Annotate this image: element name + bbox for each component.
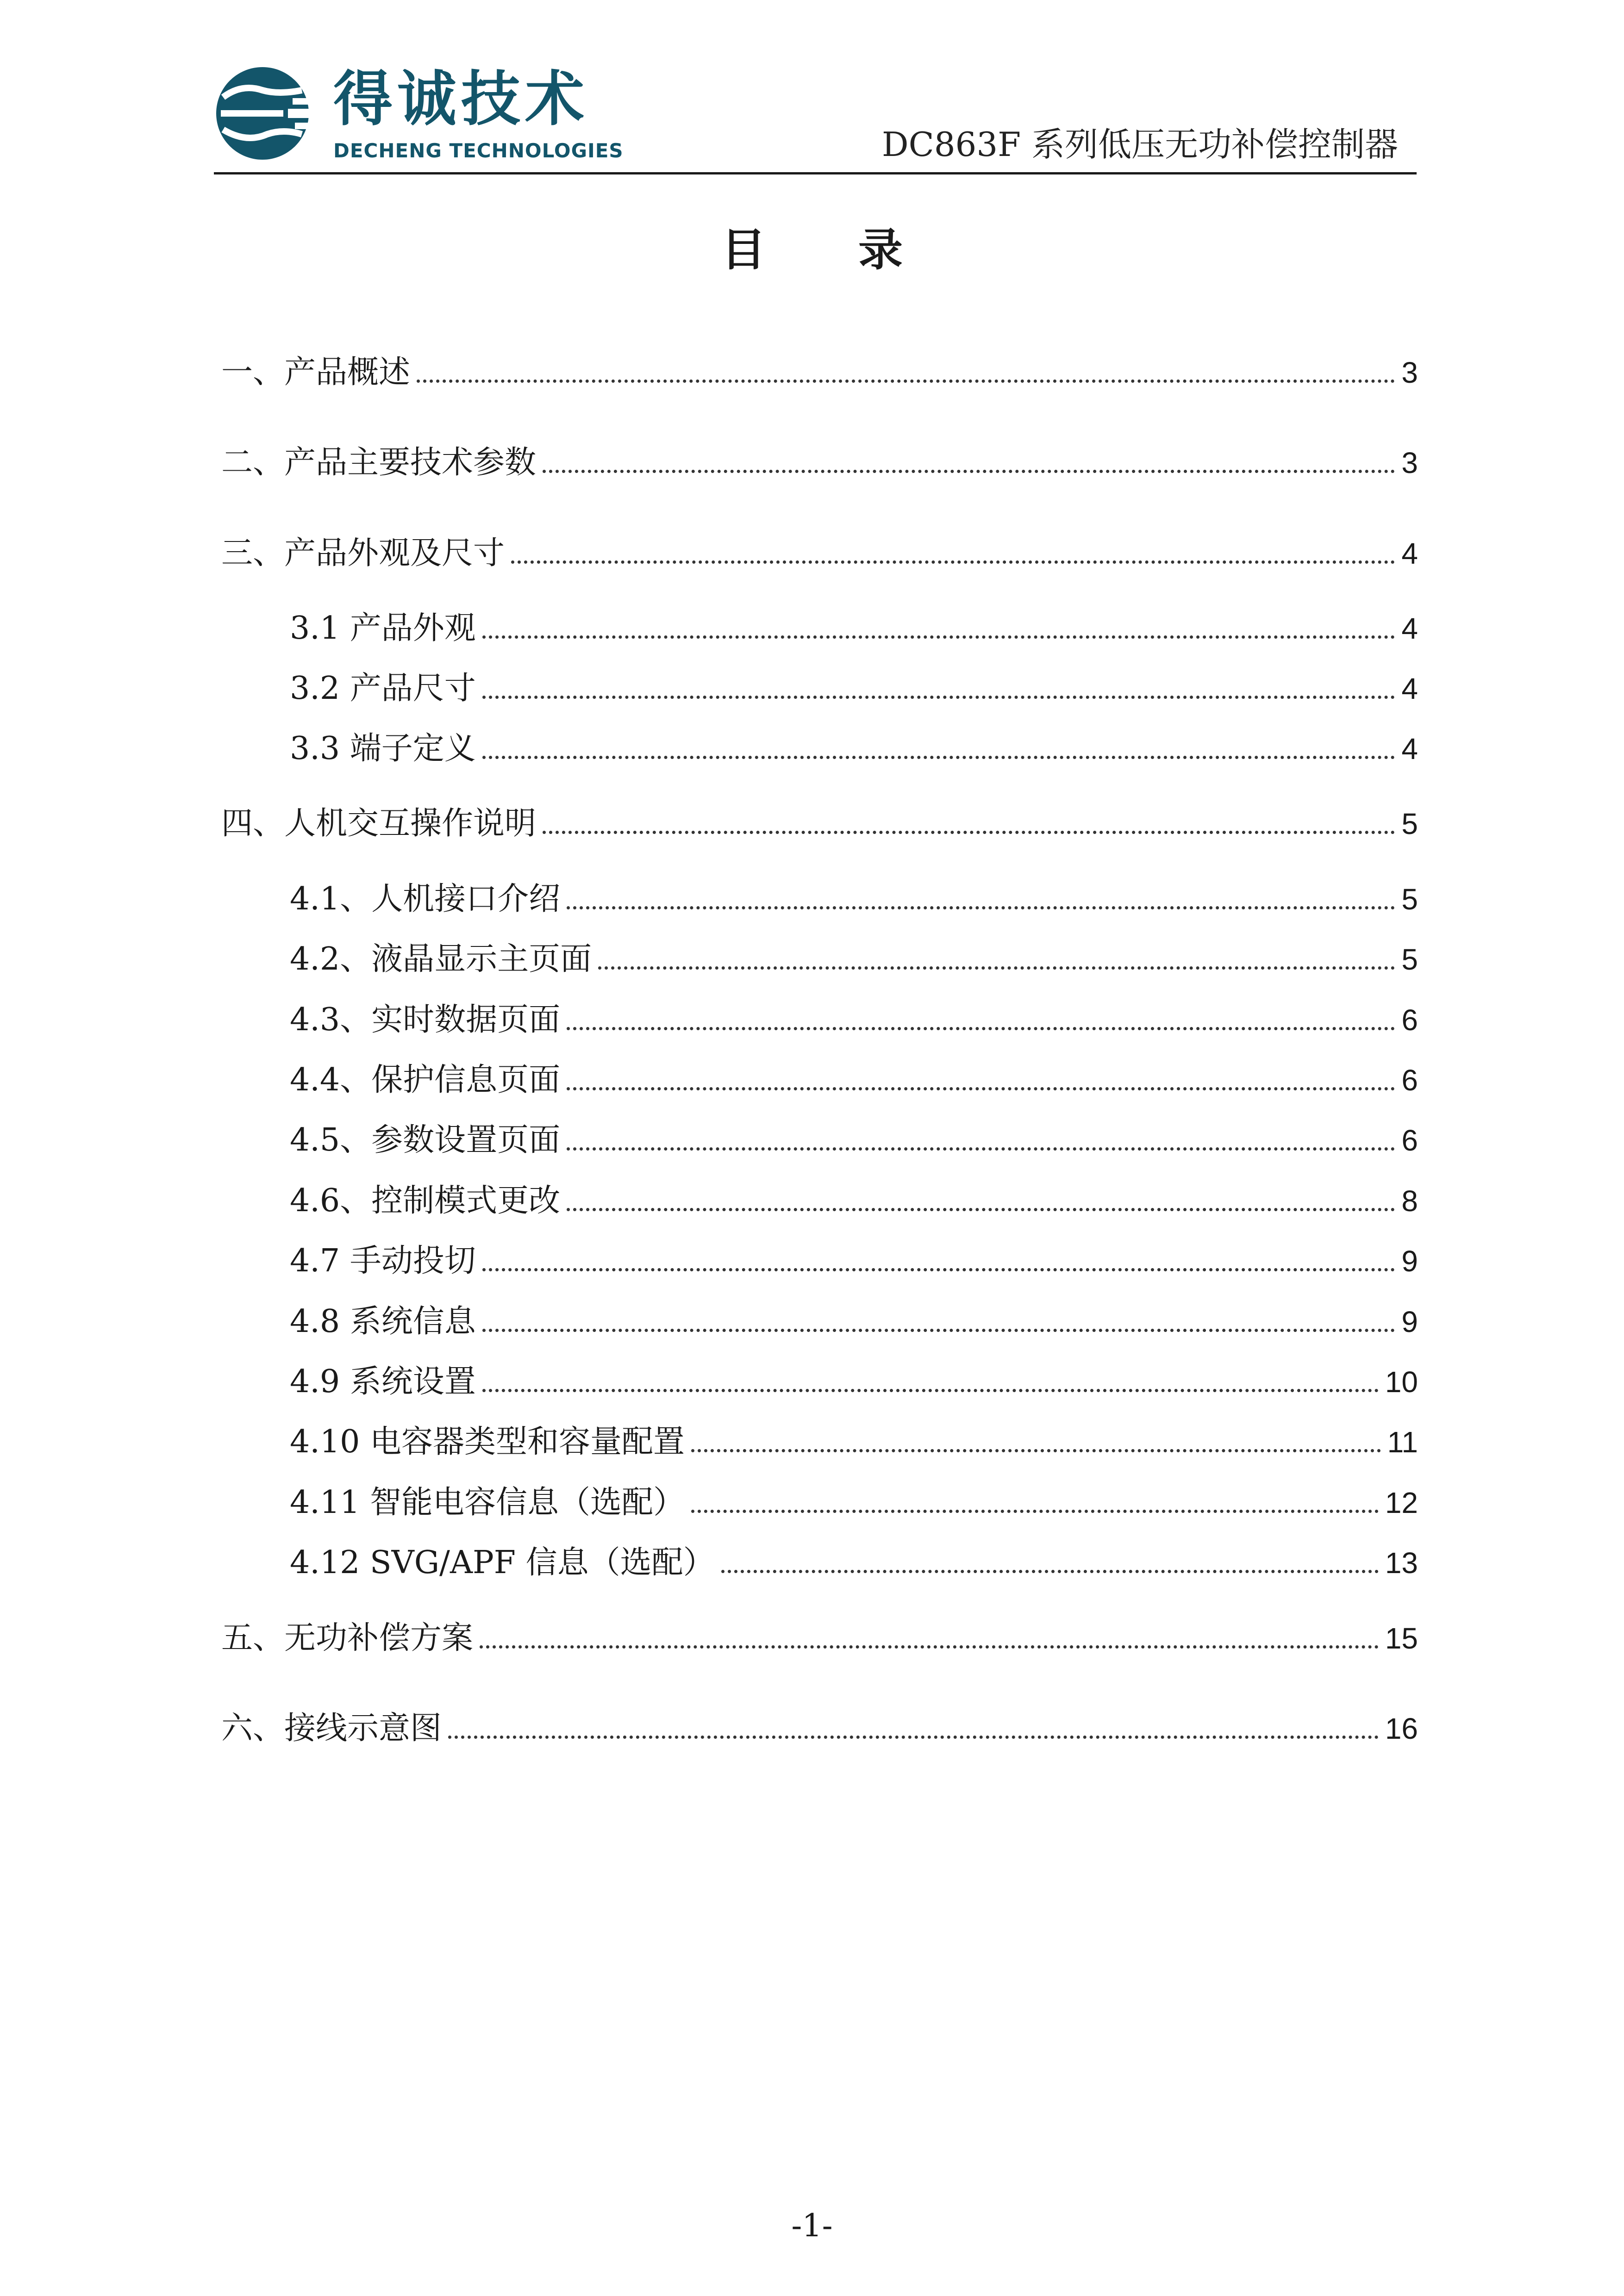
toc-leader	[448, 1736, 1379, 1739]
toc-entry[interactable]	[290, 605, 1418, 652]
toc-entry-page: 13	[1385, 1546, 1418, 1580]
toc-entry[interactable]	[290, 1540, 1418, 1586]
toc-leader	[482, 756, 1395, 759]
toc-entry[interactable]	[290, 1419, 1418, 1465]
toc-entry-label: 4.1、人机接口介绍	[290, 881, 561, 917]
logo-chinese-text: 得诚技术	[333, 65, 589, 134]
toc-entry-page: 8	[1401, 1184, 1418, 1218]
toc-entry-label: 五、无功补偿方案	[221, 1620, 474, 1656]
toc-entry-page: 10	[1385, 1365, 1418, 1399]
toc-leader	[721, 1570, 1379, 1573]
toc-entry-page: 4	[1401, 537, 1418, 570]
toc-leader	[567, 1208, 1395, 1211]
toc-leader	[482, 696, 1395, 699]
toc-entry[interactable]	[221, 440, 1418, 486]
toc-entry[interactable]	[290, 1299, 1418, 1345]
toc-entry[interactable]	[290, 666, 1418, 712]
toc-entry[interactable]	[290, 876, 1418, 922]
toc-leader	[567, 1147, 1395, 1151]
toc-entry-page: 5	[1401, 807, 1418, 840]
toc-entry-label: 4.9 系统设置	[290, 1363, 476, 1400]
toc-entry-label: 4.8 系统信息	[290, 1303, 476, 1340]
toc-entry-label: 四、人机交互操作说明	[221, 805, 537, 842]
toc-entry-page: 5	[1401, 883, 1418, 916]
toc-entry[interactable]	[290, 936, 1418, 983]
toc-leader	[511, 560, 1395, 564]
toc-entry-label: 4.11 智能电容信息（选配）	[290, 1484, 685, 1521]
toc-entry[interactable]	[290, 1117, 1418, 1164]
toc-entry-label: 3.3 端子定义	[290, 730, 476, 767]
toc-entry-label: 4.2、液晶显示主页面	[290, 941, 592, 977]
toc-entry-label: 三、产品外观及尺寸	[221, 535, 505, 572]
toc-leader	[482, 635, 1395, 639]
toc-entry-page: 5	[1401, 943, 1418, 976]
page-number: -1-	[791, 2208, 833, 2244]
toc-heading-left: 目	[721, 224, 766, 276]
toc-leader	[543, 831, 1395, 834]
toc-entry[interactable]	[290, 997, 1418, 1043]
toc-entry-label: 4.3、实时数据页面	[290, 1002, 561, 1038]
toc-entry-page: 11	[1387, 1425, 1418, 1459]
toc-entry-label: 4.5、参数设置页面	[290, 1122, 561, 1158]
toc-leader	[598, 966, 1395, 970]
toc-leader	[543, 470, 1395, 473]
toc-entry-label: 3.2 产品尺寸	[290, 670, 476, 707]
toc-entry-label: 二、产品主要技术参数	[221, 444, 537, 481]
toc-heading-right: 录	[858, 224, 903, 276]
toc-leader	[482, 1329, 1395, 1332]
toc-entry[interactable]	[221, 1705, 1418, 1752]
toc-entry[interactable]	[290, 1480, 1418, 1526]
toc-entry[interactable]	[290, 1057, 1418, 1103]
toc-leader	[482, 1268, 1395, 1271]
toc-entry-label: 4.4、保护信息页面	[290, 1062, 561, 1098]
toc-entry[interactable]	[221, 1615, 1418, 1661]
toc-leader	[567, 1027, 1395, 1030]
toc-entry-label: 一、产品概述	[221, 354, 411, 391]
toc-leader	[417, 380, 1395, 383]
toc-entry-page: 6	[1401, 1064, 1418, 1097]
toc-heading	[0, 218, 1624, 282]
toc-entry-label: 4.12 SVG/APF 信息（选配）	[290, 1544, 715, 1581]
toc-entry-page: 4	[1401, 612, 1418, 645]
toc-entry-page: 6	[1401, 1124, 1418, 1157]
document-title: DC863F 系列低压无功补偿控制器	[881, 125, 1398, 164]
toc-entry[interactable]	[221, 530, 1418, 577]
toc-entry-label: 4.7 手动投切	[290, 1243, 476, 1279]
toc-entry-page: 15	[1385, 1622, 1418, 1655]
toc-entry[interactable]	[290, 1359, 1418, 1405]
toc-entry[interactable]	[290, 1238, 1418, 1284]
toc-entry-page: 3	[1401, 356, 1418, 389]
toc-leader	[691, 1510, 1379, 1513]
toc-entry-page: 4	[1401, 672, 1418, 705]
toc-entry-page: 4	[1401, 732, 1418, 765]
toc-entry-label: 3.1 产品外观	[290, 610, 476, 647]
toc-leader	[567, 906, 1395, 909]
toc-entry-label: 六、接线示意图	[221, 1710, 442, 1747]
toc-entry[interactable]	[221, 801, 1418, 847]
toc-entry-page: 6	[1401, 1003, 1418, 1037]
toc-entry-label: 4.6、控制模式更改	[290, 1182, 561, 1219]
company-logo	[214, 65, 624, 164]
toc-entry[interactable]	[221, 349, 1418, 396]
toc-leader	[480, 1645, 1379, 1649]
logo-english-text: DECHENG TECHNOLOGIES	[333, 139, 624, 162]
toc-leader	[567, 1087, 1395, 1090]
decheng-logo-icon	[214, 65, 311, 162]
header-divider	[214, 172, 1417, 174]
toc-entry-page: 12	[1385, 1486, 1418, 1519]
toc-entry[interactable]	[290, 726, 1418, 772]
toc-entry-page: 16	[1385, 1712, 1418, 1745]
toc-entry-page: 9	[1401, 1244, 1418, 1278]
toc-entry-page: 3	[1401, 446, 1418, 479]
toc-entry-label: 4.10 电容器类型和容量配置	[290, 1424, 685, 1460]
toc-leader	[691, 1449, 1381, 1452]
toc-entry[interactable]	[290, 1178, 1418, 1224]
toc-entry-page: 9	[1401, 1305, 1418, 1338]
toc-leader	[482, 1389, 1379, 1392]
